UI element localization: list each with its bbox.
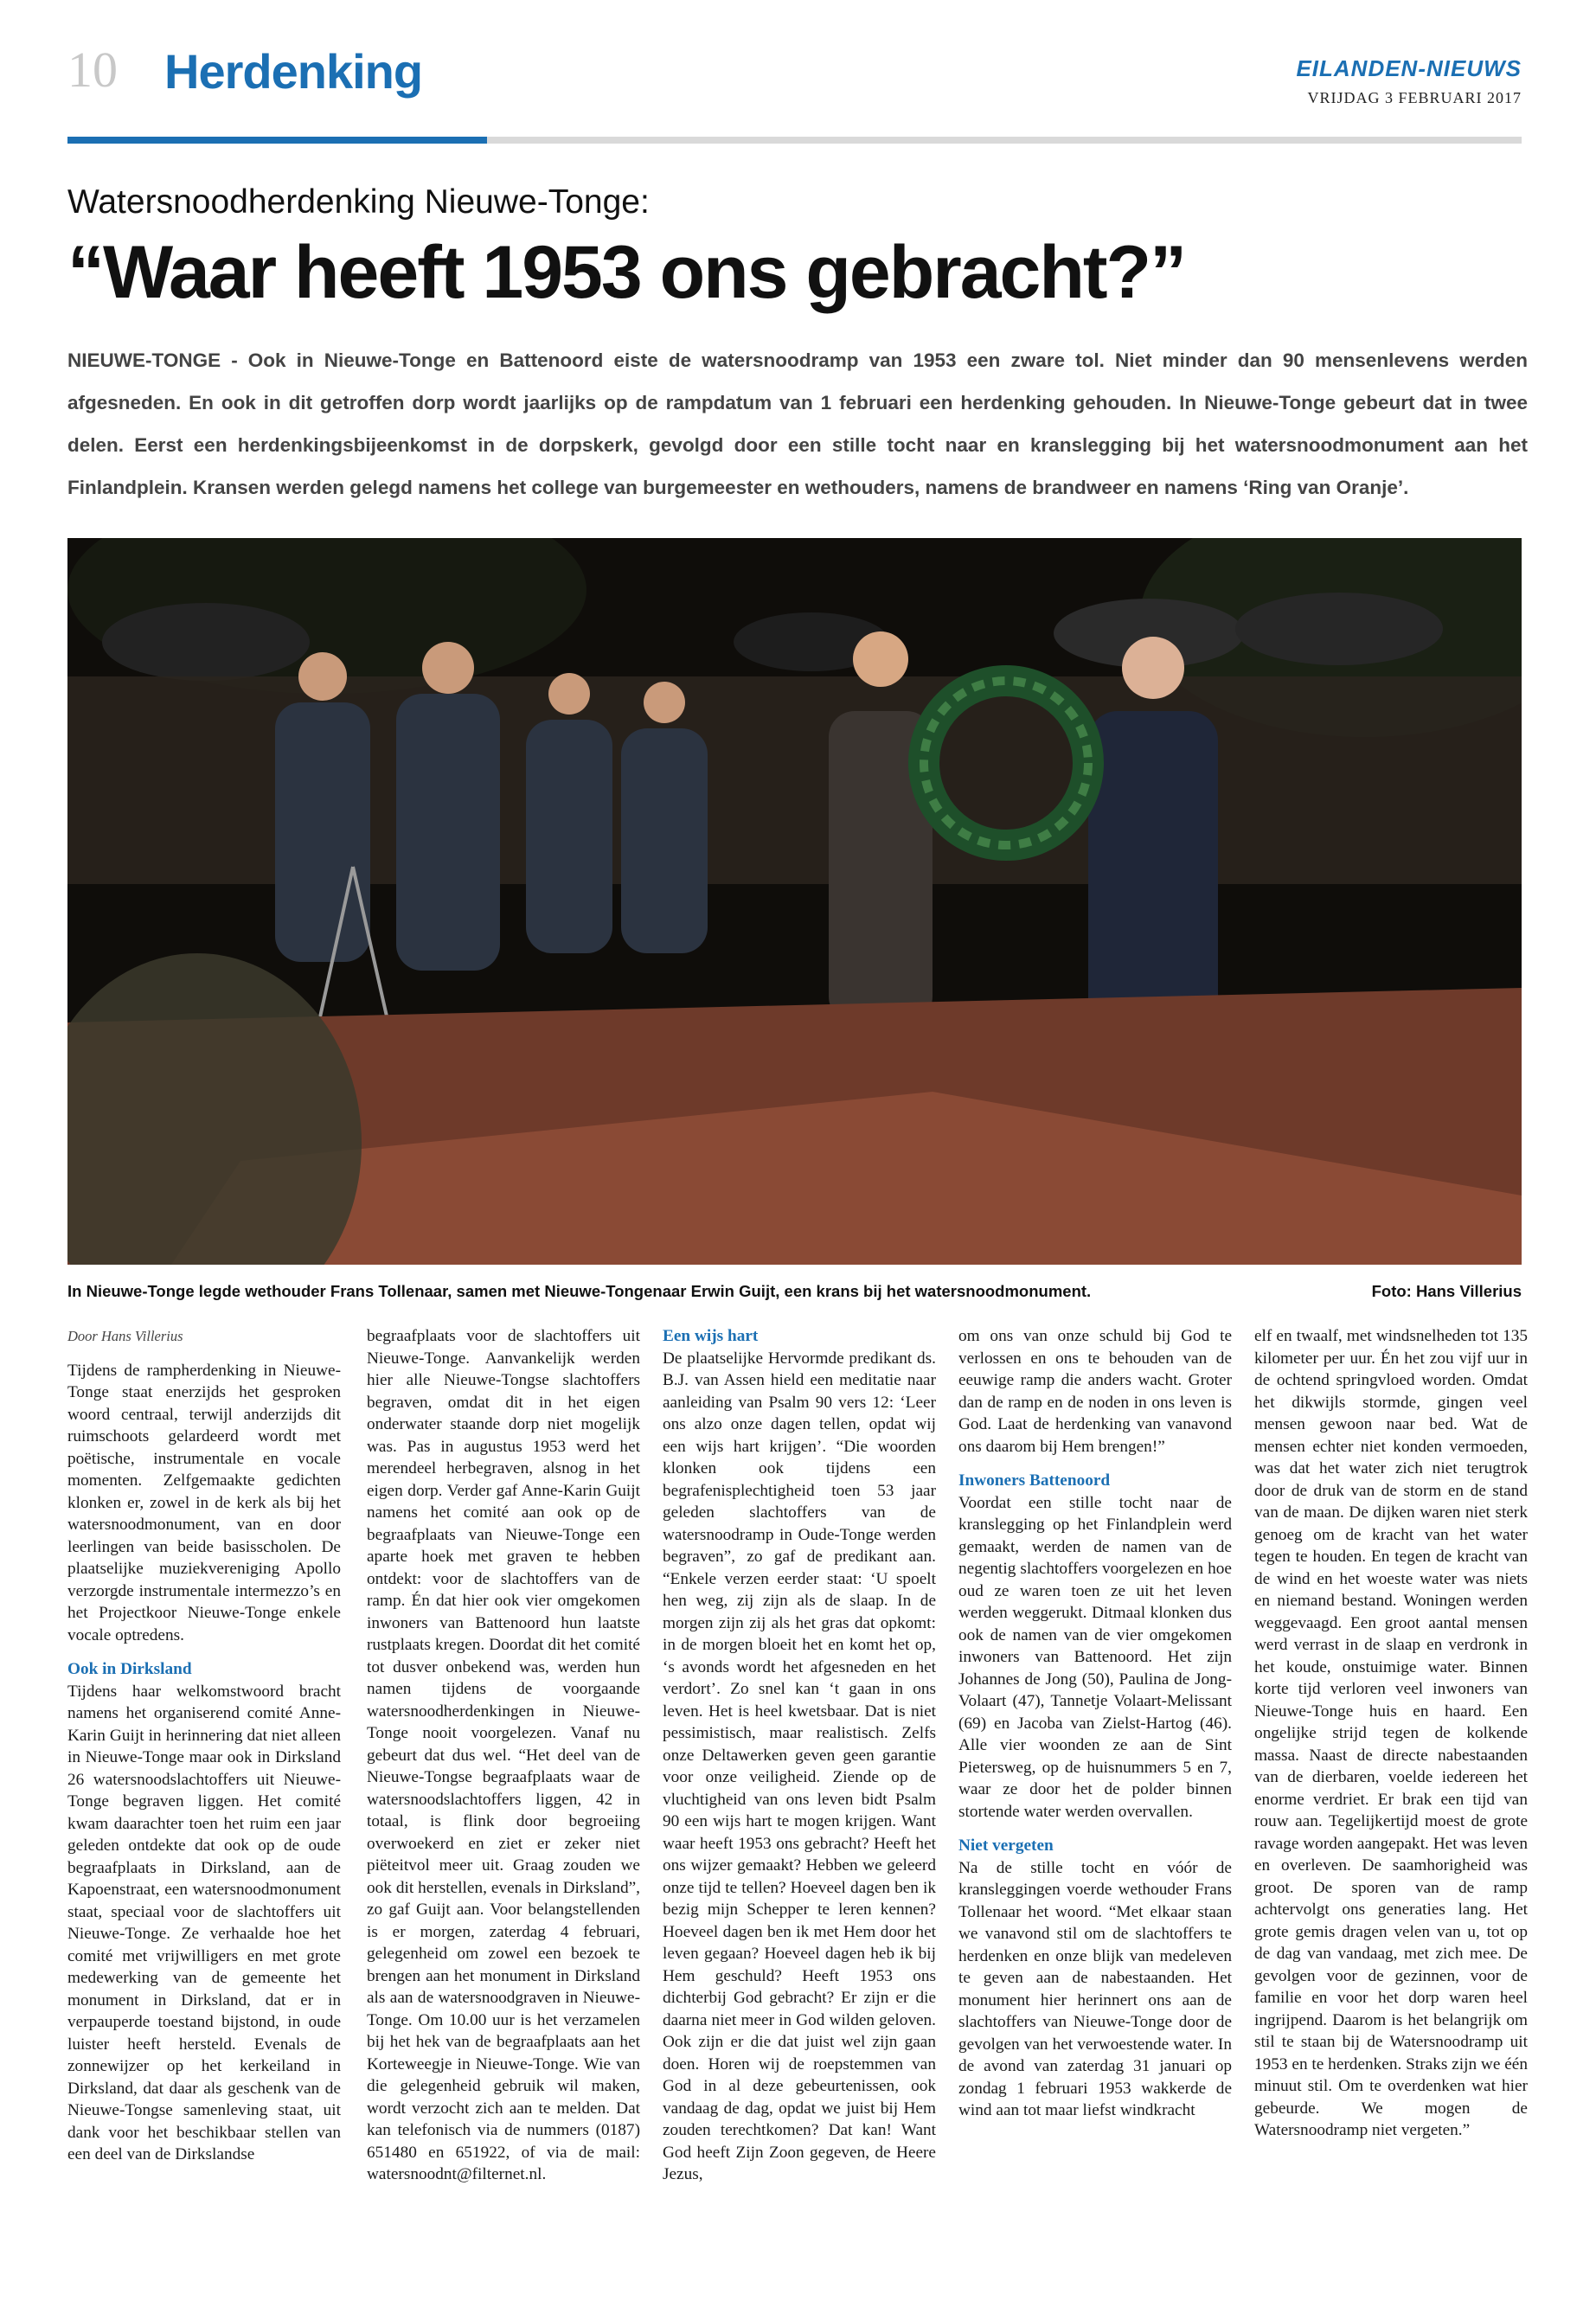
- photo-caption: [67, 1284, 1522, 1300]
- article-column-5: [1254, 1325, 1528, 2142]
- paragraph: begraafplaats voor de slachtoffers uit Nieuwe-Tonge. Aanvankelijk werden hier alle Nieuwe-Tongse slachtoffers begraven, omdat dit in het eigen onderwater staande dorp niet mogelijk was. Pas in augustus 1953 werd het merendeel herbegraven, alsnog in het eigen dorp. Verder gaf Anne-Karin Guijt namens het comité aan ook op de begraafplaats van Nieuwe-Tonge een aparte hoek met graven te hebben ontdekt: voor de slachtoffers van de ramp. Én dat hier ook vier omgekomen inwoners van Battenoord hun laatste rustplaats kregen. Doordat dit het comité tot dusver onbekend was, werden hun namen tijdens de voorgaande watersnoodherdenkingen in Nieuwe-Tonge nooit voorgelezen. Vanaf nu gebeurt dat dus wel. “Het deel van de Nieuwe-Tongse begraafplaats waar de watersnoodslachtoffers liggen, 42 in totaal, is flink door begroeiing overwoekerd en ziet er zeker niet piëteitvol meer uit. Graag zouden we ook dit herstellen, evenals in Dirksland”, zo gaf Guijt aan. Voor belangstellenden is er morgen, zaterdag 4 februari, gelegenheid om zowel een bezoek te brengen aan het monument in Dirksland als aan de watersnoodgraven in Nieuwe-Tonge. Om 10.00 uur is het verzamelen bij het hek van de begraafplaats aan het Korteweegje in Nieuwe-Tonge. Wie van die gelegenheid gebruik wil maken, wordt verzocht zich aan te melden. Dat kan telefonisch via de nummers (0187) 651480 en 651922, of via de mail: watersnoodnt@filternet.nl.: [367, 1327, 640, 2183]
- byline: Door Hans Villerius: [67, 1328, 183, 1344]
- article-column-3: [663, 1325, 936, 2186]
- section-title: Herdenking: [164, 44, 423, 99]
- subheading: Inwoners Battenoord: [958, 1471, 1111, 1490]
- paragraph: elf en twaalf, met windsnelheden tot 135 kilometer per uur. Én het zou vijf uur in de ochtend springvloed worden. Omdat het dikwijls stormde, gingen veel mensen gewoon naar bed. Wat de mensen echter niet konden vermoeden, was dat het water zich niet terugtrok door de druk van de storm en de stand van de maan. De dijken waren niet sterk genoeg om de kracht van het water tegen te houden. En tegen de kracht van de wind en het woeste water was niets en niemand bestand. Woningen werden weggevaagd. Een groot aantal mensen werd verrast in de slaap en verdronk in het koude, onstuimige water. Binnen korte tijd verloren veel inwoners van Nieuwe-Tonge huis en haard. Een ongelijke strijd tegen de kolkende massa. Naast de directe nabestaanden van de dierbaren, voelde iedereen het enorme verdriet. Er brak een tijd van rouw aan. Tegelijkertijd moest de grote ravage worden aangepakt. Het was leven en overleven. De saamhorigheid was groot. De sporen van de ramp achtervolgt ons generaties lang. Het grote gemis dragen velen van u, tot op de dag van vandaag, met zich mee. De gevolgen voor de gezinnen, voor de familie en voor het dorp waren heel ingrijpend. Daarom is het belangrijk om stil te staan bij de Watersnoodramp uit 1953 en te herdenken. Straks zijn we één minuut stil. Om te overdenken wat hier gebeurde. We mogen de Watersnoodramp niet vergeten.”: [1254, 1327, 1528, 2139]
- article-lead: NIEUWE-TONGE - Ook in Nieuwe-Tonge en Battenoord eiste de watersnoodramp van 1953 een zware tol. Niet minder dan 90 mensenlevens werden afgesneden. En ook in dit getroffen dorp wordt jaarlijks op de rampdatum van 1 februari een herdenking gehouden. In Nieuwe-Tonge gebeurt dat in twee delen. Eerst een herdenkingsbijeenkomst in de dorpskerk, gevolgd door een stille tocht naar en kranslegging bij het watersnoodmonument aan het Finlandplein. Kransen werden gelegd namens het college van burgemeester en wethouders, namens de brandweer en namens ‘Ring van Oranje’.: [67, 349, 1528, 498]
- issue-date: VRIJDAG 3 FEBRUARI 2017: [1307, 89, 1522, 106]
- paragraph: Tijdens haar welkomstwoord bracht namens het organiserend comité Anne-Karin Guijt in herinnering dat niet alleen in Nieuwe-Tonge maar ook in Dirksland 26 watersnoodslachtoffers uit Nieuwe-Tonge begraven liggen. Het comité kwam daarachter toen het ruim een jaar geleden ontdekte dat ook op de oude begraafplaats in Dirksland, aan de Kapoenstraat, een watersnoodmonument staat, speciaal voor de slachtoffers uit Nieuwe-Tonge. Ze verhaalde hoe het comité met vrijwilligers en met grote medewerking van de gemeente het monument in Dirksland, dat er in verpauperde toestand bijstond, in oude luister heeft hersteld. Evenals de zonnewijzer op het kerkeiland in Dirksland, dat daar als geschenk van de Nieuwe-Tongse samenleving staat, uit dank voor het beschikbaar stellen van een deel van de Dirkslandse: [67, 1682, 341, 2163]
- paragraph: Tijdens de rampherdenking in Nieuwe-Tonge staat enerzijds het gesproken woord centraal, terwijl anderzijds dit ruimschoots gelardeerd wordt met poëtische, instrumentale en vocale momenten. Zelfgemaakte gedichten klonken er, zowel in de kerk als bij het watersnoodmonument, van en door leerlingen van beide basisscholen. De plaatselijke muziekvereniging Apollo verzorgde instrumentale intermezzo’s en het Projectkoor Nieuwe-Tonge enkele vocale optredens.: [67, 1361, 341, 1644]
- paragraph: De plaatselijke Hervormde predikant ds. B.J. van Assen hield een meditatie naar aanleiding van Psalm 90 vers 12: ‘Leer ons alzo onze dagen tellen, opdat wij een wijs hart krijgen’. “Die woorden klonken ook tijdens een begrafenisplechtigheid toen 53 jaar geleden slachtoffers van de watersnoodramp in Oude-Tonge werden begraven”, zo gaf de predikant aan. “Enkele verzen eerder staat: ‘U spoelt hen weg, zij zijn als de slaap. In de morgen zijn zij als het gras dat opkomt: in de morgen bloeit het en komt het op, ‘s avonds wordt het afgesneden en het verdort’. Zo snel kan ‘t gaan in ons leven. Het is heel kwetsbaar. Dat is niet pessimistisch, maar realistisch. Zelfs onze Deltawerken geven geen garantie voor onze veiligheid. Ziende op de vluchtigheid van ons leven bidt Psalm 90 een wijs hart te mogen krijgen. Want waar heeft 1953 ons gebracht? Heeft het ons wijzer gemaakt? Hebben we geleerd onze tijd te tellen? Hoeveel dagen ben ik bezig mijn Schepper te leren kennen? Hoeveel dagen ben ik met Hem door het leven gegaan? Hoeveel dagen heb ik bij Hem geschuld? Heeft 1953 ons dichterbij God gebracht? Er zijn er die daarna niet meer in God wilden geloven. Ook zijn er die dat juist wel zijn gaan doen. Horen wij de roepstemmen van God in al deze gebeurtenissen, ook vandaag de dag, opdat we juist bij Hem zouden terechtkomen? Dat kan! Want God heeft Zijn Zoon gegeven, de Heere Jezus,: [663, 1349, 936, 2183]
- subheading: Niet vergeten: [958, 1836, 1054, 1855]
- article-headline: “Waar heeft 1953 ons gebracht?”: [67, 231, 1186, 314]
- newspaper-logo: EILANDEN-NIEUWS: [1296, 55, 1522, 81]
- paragraph: Na de stille tocht en vóór de kransleggingen voerde wethouder Frans Tollenaar het woord. “Met elkaar staan we vanavond stil om de slachtoffers te herdenken en onze blijk van medeleven te geven aan de nabestaanden. Het monument hier herinnert ons aan de slachtoffers van Nieuwe-Tonge door de gevolgen van het verwoestende water. In de avond van zaterdag 31 januari op zondag 1 februari 1953 wakkerde de wind aan tot maar liefst windkracht: [958, 1858, 1232, 2119]
- article-column-4: [958, 1325, 1232, 2122]
- caption-text: In Nieuwe-Tonge legde wethouder Frans Tollenaar, samen met Nieuwe-Tongenaar Erwin Guijt, een krans bij het watersnoodmonument.: [67, 1282, 1092, 1300]
- page-number: 10: [67, 42, 118, 98]
- subheading: Ook in Dirksland: [67, 1660, 192, 1678]
- subheading: Een wijs hart: [663, 1327, 759, 1345]
- article-column-2: [367, 1325, 640, 2186]
- header-rule-accent: [67, 137, 487, 144]
- article-kicker: Watersnoodherdenking Nieuwe-Tonge:: [67, 183, 650, 221]
- paragraph: om ons van onze schuld bij God te verlossen en ons te behouden van de eeuwige ramp die anders wacht. Groter dan de ramp en de noden in ons leven is God. Laat de herdenking van vanavond ons daarom bij Hem brengen!”: [958, 1327, 1232, 1456]
- article-photo: [67, 538, 1522, 1265]
- photo-illustration: [67, 538, 1522, 1265]
- article-column-1: [67, 1325, 341, 2166]
- photo-credit: Foto: Hans Villerius: [1371, 1282, 1522, 1300]
- paragraph: Voordat een stille tocht naar de kranslegging op het Finlandplein werd gemaakt, werden de namen van de negentig slachtoffers voorgelezen en hoe oud ze waren toen ze uit het leven werden weggerukt. Ditmaal klonken dus ook de namen van de vier omgekomen inwoners van Battenoord. Het zijn Johannes de Jong (50), Paulina de Jong-Volaart (47), Tannetje Volaart-Melissant (69) en Jacoba van Zielst-Hartog (46). Alle vier woonden ze aan de Sint Pietersweg, op de huisnummers 5 en 7, waar ze door het de polder binnen stortende water werden overvallen.: [958, 1493, 1232, 1821]
